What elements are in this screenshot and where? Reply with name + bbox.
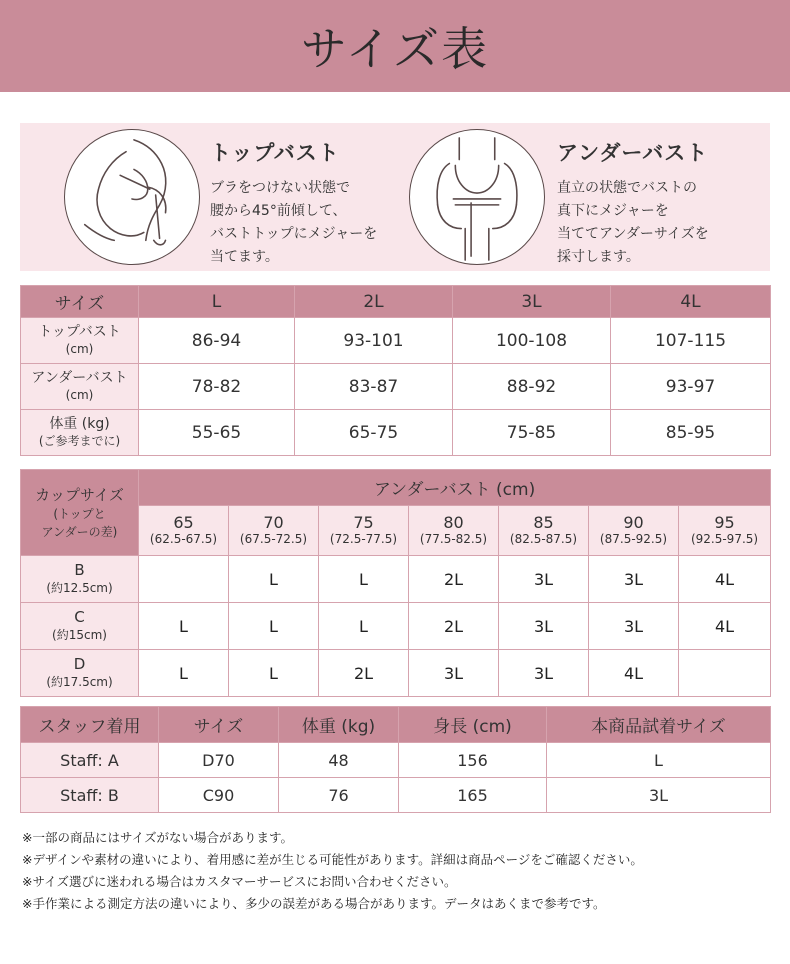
size-table [20, 285, 771, 456]
measurement-guide [20, 123, 770, 271]
under-bust-line: 当ててアンダーサイズを [557, 226, 709, 242]
under-value: 75 [353, 512, 374, 532]
row-label-text: 体重 (kg) [49, 415, 110, 432]
table-cell: D70 [159, 743, 279, 778]
table-cell: 3L [499, 650, 589, 697]
top-bust-line: 腰から45°前傾して、 [210, 203, 347, 219]
table-cell: 86-94 [139, 318, 295, 364]
table-row [21, 743, 771, 778]
row-label [21, 364, 139, 410]
table-cell: 3L [547, 778, 771, 813]
staff-header-cell: 体重 (kg) [279, 707, 399, 743]
note-line: ※サイズ選びに迷われる場合はカスタマーサービスにお問い合わせください。 [22, 874, 457, 889]
table-cell: L [139, 650, 229, 697]
row-label-unit: (cm) [65, 341, 94, 356]
top-bust-title: トップバスト [210, 141, 340, 165]
note-line: ※手作業による測定方法の違いにより、多少の誤差がある場合があります。データはあくまで参考です。 [22, 896, 606, 911]
table-cell: L [229, 603, 319, 650]
under-value: 95 [714, 512, 735, 532]
size-header-cell: 4L [611, 286, 771, 318]
table-row [21, 410, 771, 456]
cup-size-title: カップサイズ [35, 486, 124, 504]
table-cell: 55-65 [139, 410, 295, 456]
size-header-cell: 2L [295, 286, 453, 318]
cup-difference: (約12.5cm) [46, 581, 113, 595]
staff-header-cell: 本商品試着サイズ [547, 707, 771, 743]
under-value-cell [229, 506, 319, 556]
table-cell: L [319, 603, 409, 650]
table-cell: 65-75 [295, 410, 453, 456]
title-banner [0, 0, 790, 92]
top-bust-line: ブラをつけない状態で [210, 180, 350, 196]
table-cell: 100-108 [453, 318, 611, 364]
table-cell: L [139, 603, 229, 650]
table-row [21, 778, 771, 813]
under-bust-line: 採寸します。 [557, 249, 640, 265]
cup-difference: (約15cm) [52, 628, 107, 642]
under-range: (67.5-72.5) [239, 531, 308, 546]
row-label [21, 410, 139, 456]
under-value: 85 [533, 512, 554, 532]
staff-table-header-row [21, 707, 771, 743]
table-cell: 48 [279, 743, 399, 778]
cup-letter: C [74, 608, 85, 626]
under-bust-line: 直立の状態でバストの [557, 180, 697, 196]
under-value-cell [679, 506, 771, 556]
table-cell: 4L [589, 650, 679, 697]
table-cell: L [229, 650, 319, 697]
table-cell: 156 [399, 743, 547, 778]
under-value: 80 [443, 512, 464, 532]
table-cell: 93-97 [611, 364, 771, 410]
staff-name: Staff: A [21, 743, 159, 778]
under-bust-guide [395, 123, 770, 271]
row-label-text: アンダーバスト [31, 369, 128, 386]
size-header-cell: 3L [453, 286, 611, 318]
table-cell: 4L [679, 603, 771, 650]
table-cell: 3L [589, 556, 679, 603]
table-cell [679, 650, 771, 697]
table-cell: 3L [589, 603, 679, 650]
top-bust-measuring-icon [65, 130, 199, 264]
note-line: ※一部の商品にはサイズがない場合があります。 [22, 830, 293, 845]
table-cell: 2L [409, 556, 499, 603]
under-value: 70 [263, 512, 284, 532]
under-range: (62.5-67.5) [149, 531, 218, 546]
cup-size-note: アンダーの差) [41, 525, 118, 539]
under-value-cell [139, 506, 229, 556]
under-bust-header: アンダーバスト (cm) [139, 470, 771, 506]
cup-letter: D [73, 655, 86, 673]
notes-section [22, 827, 772, 915]
cup-table-header-row [21, 470, 771, 506]
under-bust-title: アンダーバスト [557, 141, 709, 165]
top-bust-line: バストトップにメジャーを [210, 226, 378, 242]
cup-letter: B [74, 561, 85, 579]
under-value-cell [589, 506, 679, 556]
staff-header-cell: 身長 (cm) [399, 707, 547, 743]
table-cell: 2L [319, 650, 409, 697]
table-cell: 2L [409, 603, 499, 650]
table-cell: 78-82 [139, 364, 295, 410]
table-cell: L [547, 743, 771, 778]
cup-label-cell [21, 650, 139, 697]
table-row [21, 364, 771, 410]
table-cell: 3L [499, 603, 589, 650]
cup-label-cell [21, 603, 139, 650]
table-cell: 76 [279, 778, 399, 813]
table-cell: 83-87 [295, 364, 453, 410]
table-cell: 107-115 [611, 318, 771, 364]
table-row [21, 603, 771, 650]
table-row [21, 556, 771, 603]
top-bust-text [210, 137, 377, 269]
size-header-cell: サイズ [21, 286, 139, 318]
under-range: (77.5-82.5) [419, 531, 488, 546]
table-cell: 4L [679, 556, 771, 603]
table-cell: L [319, 556, 409, 603]
staff-name: Staff: B [21, 778, 159, 813]
cup-size-note: (トップと [53, 507, 106, 521]
cup-size-table [20, 469, 771, 697]
under-range: (82.5-87.5) [509, 531, 578, 546]
table-cell: C90 [159, 778, 279, 813]
top-bust-line: 当てます。 [210, 249, 279, 265]
under-range: (72.5-77.5) [329, 531, 398, 546]
page-title: サイズ表 [300, 22, 490, 76]
staff-table [20, 706, 771, 813]
size-table-header-row [21, 286, 771, 318]
row-label-text: トップバスト [38, 323, 121, 340]
table-cell: 75-85 [453, 410, 611, 456]
note-line: ※デザインや素材の違いにより、着用感に差が生じる可能性があります。詳細は商品ページをご確認ください。 [22, 852, 643, 867]
row-label-unit: (ご参考までに) [38, 433, 121, 448]
under-value-cell [499, 506, 589, 556]
staff-header-cell: スタッフ着用 [21, 707, 159, 743]
under-range: (87.5-92.5) [599, 531, 668, 546]
under-value-cell [319, 506, 409, 556]
table-cell [139, 556, 229, 603]
table-cell: 3L [499, 556, 589, 603]
table-cell: 3L [409, 650, 499, 697]
cup-label-cell [21, 556, 139, 603]
under-bust-illustration [409, 129, 545, 265]
row-label [21, 318, 139, 364]
under-value: 90 [623, 512, 644, 532]
under-value: 65 [173, 512, 194, 532]
under-value-cell [409, 506, 499, 556]
cup-size-corner [21, 470, 139, 556]
staff-header-cell: サイズ [159, 707, 279, 743]
size-header-cell: L [139, 286, 295, 318]
table-row [21, 318, 771, 364]
under-bust-line: 真下にメジャーを [557, 203, 669, 219]
table-cell: 85-95 [611, 410, 771, 456]
row-label-unit: (cm) [65, 387, 94, 402]
under-range: (92.5-97.5) [690, 531, 759, 546]
table-cell: 93-101 [295, 318, 453, 364]
under-bust-measuring-icon [410, 130, 544, 264]
table-cell: 165 [399, 778, 547, 813]
table-cell: L [229, 556, 319, 603]
table-row [21, 650, 771, 697]
cup-difference: (約17.5cm) [46, 675, 113, 689]
table-cell: 88-92 [453, 364, 611, 410]
top-bust-guide [20, 123, 395, 271]
under-bust-text [557, 137, 709, 269]
top-bust-illustration [64, 129, 200, 265]
